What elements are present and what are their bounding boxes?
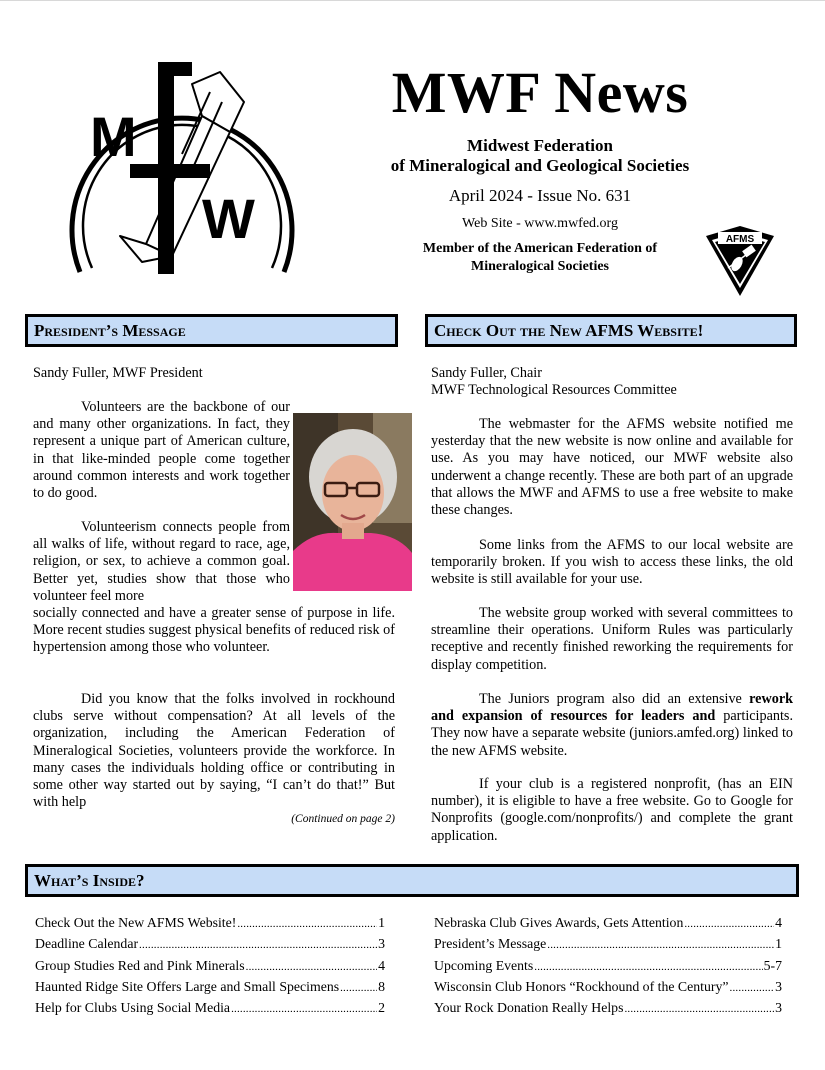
- afms-paragraph-5: If your club is a registered nonprofit, (has an EIN number), it is eligible to have a free website. Go to Google for Nonprofits (google.com/nonprofits/) and complete the grant application.: [431, 776, 793, 844]
- logo-letter-m: M: [90, 105, 137, 168]
- top-rule: [0, 0, 825, 1]
- afms-badge-text: AFMS: [725, 234, 755, 245]
- afms-paragraph-3: The website group worked with several committees to streamline their operations. Uniform Rules was particularly receptive and recently finished reworking the requirements for display competition.: [431, 605, 793, 673]
- mwf-logo: [62, 44, 302, 274]
- afms-website-heading: Check Out the New AFMS Website!: [425, 314, 797, 347]
- afms-paragraph-4: The Juniors program also did an extensive rework and expansion of resources for leaders and participants. They now have a separate website (juniors.amfed.org) linked to the new AFMS website.: [431, 691, 794, 759]
- afms-paragraph-2: Some links from the AFMS to our local website are temporarily broken. If you wish to access these links, the old website is still available for your use.: [431, 537, 793, 588]
- president-byline: Sandy Fuller, MWF President: [33, 365, 203, 381]
- toc-entry[interactable]: Haunted Ridge Site Offers Large and Small Specimens ..... 8: [35, 979, 385, 1000]
- toc-entry[interactable]: Nebraska Club Gives Awards, Gets Attention ..... 4: [434, 915, 782, 936]
- whats-inside-heading: What’s Inside?: [25, 864, 799, 897]
- toc-entry[interactable]: Wisconsin Club Honors “Rockhound of the Century” ..... 3: [434, 979, 782, 1000]
- president-photo: [293, 413, 412, 591]
- toc-entry[interactable]: Your Rock Donation Really Helps ..... 3: [434, 1000, 782, 1021]
- toc-left-column: [35, 915, 385, 1021]
- toc-right-column: [434, 915, 782, 1021]
- president-paragraph-1: Volunteers are the backbone of our and many other organizations. In fact, they represent a unique part of American culture, in that like-minded people come together around common interests and work together to do good.: [33, 399, 290, 502]
- afms-badge-logo: [700, 222, 780, 300]
- newsletter-title: MWF News: [391, 60, 689, 125]
- president-paragraph-3: Did you know that the folks involved in rockhound clubs serve without compensation? At all levels of the organization, including the American Federation of Mineralogical Societies, volunteers provide the workforce. In many cases the individuals holding office or contributing in some other way started out by saying, “I can’t do that!” But with help: [33, 691, 395, 811]
- toc-entry[interactable]: President’s Message ..... 1: [434, 936, 782, 957]
- toc-entry[interactable]: Check Out the New AFMS Website! ..... 1: [35, 915, 385, 936]
- membership-line: Member of the American Federation of Mineralogical Societies: [422, 241, 658, 274]
- afms-paragraph-1: The webmaster for the AFMS website notified me yesterday that the new website is now online and available for use. As you may have noticed, our MWF website also underwent a change recently. These are both part of an upgrade that allows the MWF and AFMS to use a free website to make these changes.: [431, 416, 793, 519]
- logo-letter-w: W: [202, 187, 255, 250]
- toc-entry[interactable]: Upcoming Events ..... 5-7: [434, 958, 782, 979]
- afms-byline: Sandy Fuller, Chair MWF Technological Resources Committee: [431, 365, 677, 399]
- presidents-message-heading: President’s Message: [25, 314, 398, 347]
- continued-note: (Continued on page 2): [291, 813, 395, 825]
- issue-line: April 2024 - Issue No. 631: [448, 186, 632, 205]
- organization-name: Midwest Federation of Mineralogical and Geological Societies: [390, 136, 690, 175]
- toc-entry[interactable]: Group Studies Red and Pink Minerals ..... 4: [35, 958, 385, 979]
- president-paragraph-2-continued: socially connected and have a greater sense of purpose in life. More recent studies suggest physical benefits of reduced risk of hypertension among those who volunteer.: [33, 605, 395, 656]
- toc-entry[interactable]: Help for Clubs Using Social Media ..... 2: [35, 1000, 385, 1021]
- toc-entry[interactable]: Deadline Calendar ..... 3: [35, 936, 385, 957]
- president-paragraph-2: Volunteerism connects people from all walks of life, without regard to race, age, religion, or sex, to achieve a common goal. Better yet, studies show that those who volunteer feel more: [33, 519, 290, 604]
- website-line: Web Site - www.mwfed.org: [462, 216, 618, 231]
